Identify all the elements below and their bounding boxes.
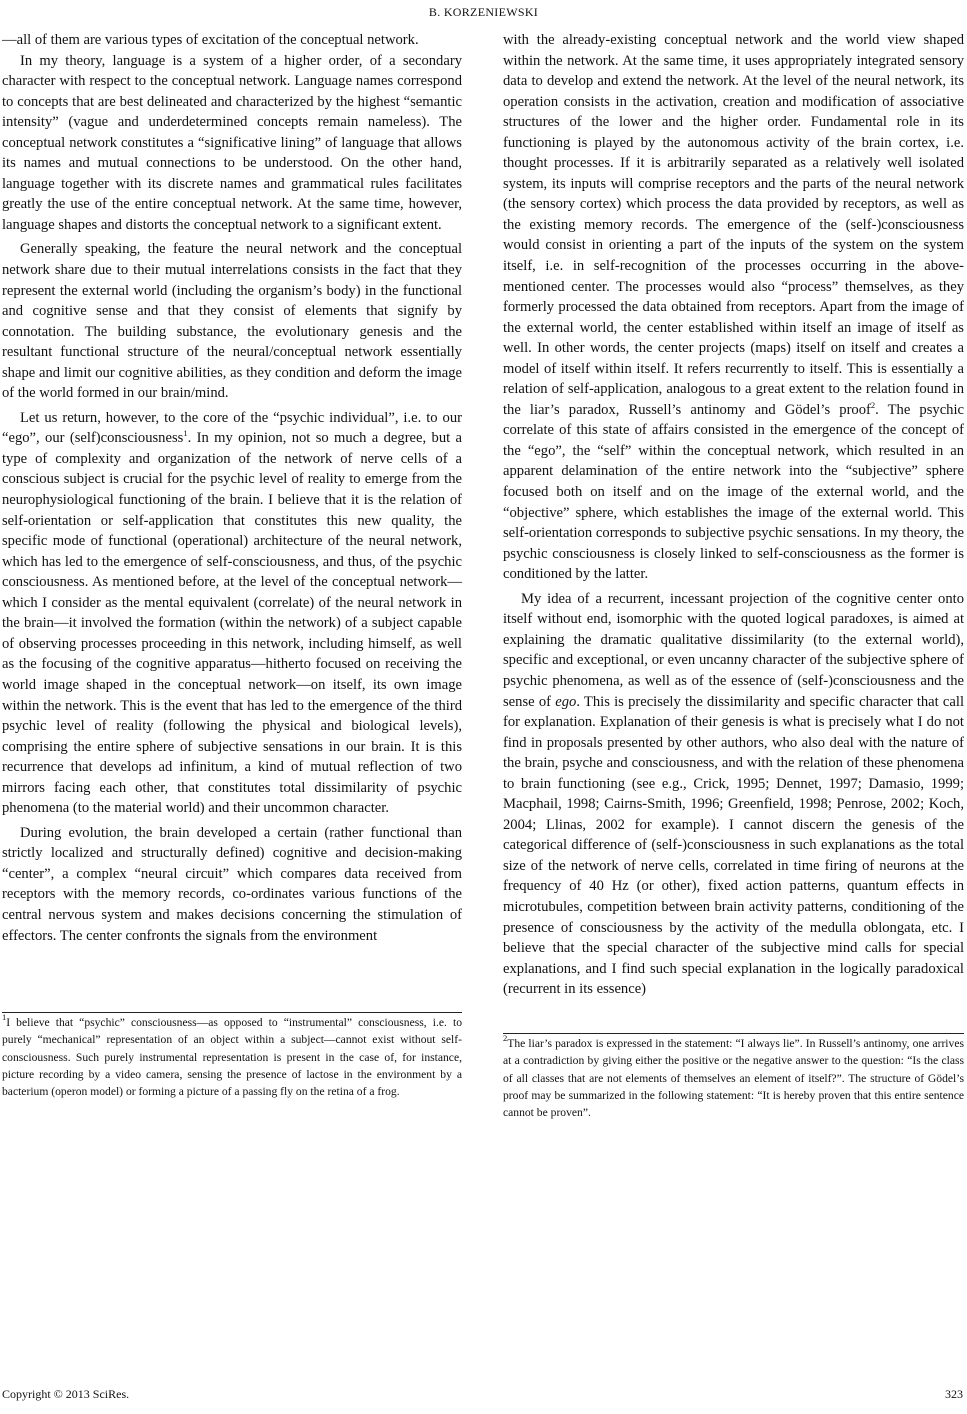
paragraph: —all of them are various types of excitation of the conceptual network. — [2, 32, 419, 48]
footnote-mark: 1 — [2, 1012, 7, 1022]
paragraph: In my theory, language is a system of a higher order, of a secondary character with respect to the conceptual network. Language names correspond to concepts that are best delineated and characterized by the highest “semantic intensity” (vague and underdetermined concepts remain nameless). The conceptual network constitutes a “significative lining” of language that allows its names and mutual connections to be understood. On the other hand, language together with its discrete names and grammatical rules facilitates greatly the use of the entire conceptual network. At the same time, however, language shapes and distorts the conceptual network to a significant extent. — [2, 52, 462, 233]
footnote-ref-2: 2 — [870, 399, 876, 410]
footnote-ref-1: 1 — [183, 428, 188, 439]
left-column — [2, 30, 462, 946]
emphasis-ego: ego — [555, 693, 577, 710]
paragraph-text: with the already-existing conceptual network and the world view shaped within the network. At the same time, it uses appropriately integrated sensory data to develop and extend the network. At the level of the neural network, its operation consists in the activation, creation and modification of associative structures of the lower and the higher order. Fundamental role in its functioning is played by the autonomous activity of the brain cortex, i.e. thought processes. If it is arbitrarily separated as a relatively well isolated system, its inputs will comprise receptors and the parts of the neural network (the sensory cortex) which process the data provided by receptors, as well as the existing memory records. The emergence of the (self-)consciousness would consist in orienting a part of the inputs of the system on the system itself, i.e. in self-recognition of the processes occurring in the above-mentioned center. The processes would also “process” themselves, as they formerly processed the data obtained from receptors. Apart from the image of the external world, the center established within itself an image of itself as well. In other words, the center projects (maps) itself on itself and creates a model of itself within itself. It refers recurrently to itself. This is essentially a relation of self-application, analogous to a great extent to the relation found in the liar’s paradox, Russell’s antinomy and Gödel’s proof — [503, 32, 964, 418]
right-column — [503, 30, 964, 1000]
paragraph: During evolution, the brain developed a certain (rather functional than strictly localized and structurally defined) cognitive and decision-making “center”, a complex “neural circuit” which compares data received from receptors with the memory records, co-ordinates various functions of the central nervous system and makes decisions concerning the stimulation of effectors. The center confronts the signals from the environment — [2, 824, 462, 944]
paragraph-text: . This is precisely the dissimilarity and specific character that call for explanation. Explanation of their genesis is what is precisely what I do not find in proposals presented by other authors, who also deal with the nature of the brain, psyche and consciousness, and with the relation of these phenomena to brain functioning (see e.g., Crick, 1995; Dennet, 1997; Damasio, 1999; Macphail, 1998; Cairns-Smith, 1996; Greenfield, 1998; Penrose, 2002; Koch, 2004; Llinas, 2002 for example). I cannot discern the genesis of the categorical difference of (self-)consciousness in such explanations as the total size of the network of nerve cells, correlated in time firing of neurons at the frequency of 40 Hz (or other), fixed action patterns, quantum effects in microtubules, competition between brain activity patterns, conditioning of the presence of consciousness by the activity of the medulla oblongata, etc. I believe that the special character of the subjective mind calls for special explanations, and I find such special explanation in the logically paradoxical (recurrent in its essence) — [503, 693, 964, 998]
paragraph-text: . The psychic correlate of this state of affairs consisted in the emergence of the concept of the “ego”, the “self” within the conceptual network, which resulted in an apparent delamination of the entire network into the “subjective” sphere focused both on itself and on the image of the external world, and the “objective” sphere, which establishes the image of the external world. This self-orientation corresponds to subjective psychic sensations. In my theory, the psychic consciousness is closely linked to self-consciousness as the former is conditioned by the latter. — [503, 401, 965, 583]
paragraph-text: . In my opinion, not so much a degree, but a type of complexity and organization of the network of nerve cells of a conscious subject is crucial for the psychic level of reality to emerge from the neurophysiological functioning of the brain. I believe that it is the relation of self-orientation or self-application that constitutes this new quality, the specific mode of functional (operational) architecture of the neural network, which has led to the emergence of self-consciousness, and thus, of the psychic consciousness. As mentioned before, at the level of the conceptual network—which I consider as the mental equivalent (correlate) of the neural network in the brain—it involved the formation (within the network) of a subject capable of observing processes proceeding in this network, including himself, as well as the focusing of the cognitive apparatus—hitherto focused on receiving the world image shaped in the conceptual network—on itself, its own image within the network. This is the event that has led to the emergence of the third psychic level of reality (following the physical and biological levels), comprising the entire sphere of subjective sensations in our brain. It is this recurrence that develops ad infinitum, a kind of mutual reflection of two mirrors facing each other, that constitutes total dissimilarity of psychic phenomena (to the material world) and their uncommon character. — [2, 430, 462, 817]
footnote-mark: 2 — [503, 1033, 508, 1043]
footnote-text: I believe that “psychic” consciousness—as opposed to “instrumental” consciousness, i.e. to purely “mechanical” representation of an object within a subject—cannot exist without self-consciousness. Such purely instrumental representation is present in the case of, for instance, picture recording by a video camera, sensing the presence of lactose in the environment by a bacterium (operon model) or forming a picture of a passing fly on the retina of a frog. — [2, 1016, 462, 1099]
paragraph-text: My idea of a recurrent, incessant projection of the cognitive center onto itself without end, isomorphic with the quoted logical paradoxes, is aimed at explaining the dramatic qualitative dissimilarity (to the external world), specific and exceptional, or even uncanny character of the subjective sphere of psychic phenomena, as well as of the essence of (self-)consciousness and the sense of — [503, 590, 964, 710]
paragraph-text: Let us return, however, to the core of the “psychic individual”, i.e. to our “ego”, our (self)consciousness — [2, 409, 462, 447]
running-head: B. KORZENIEWSKI — [428, 5, 539, 19]
paragraph — [503, 30, 964, 585]
paragraph: Generally speaking, the feature the neural network and the conceptual network share due to their mutual interrelations consists in the fact that they represent the external world (including the organism’s body) in the functional and cognitive sense and that they consist of elements that signify by connotation. The building substance, the evolutionary genesis and the resultant functional structure of the neural/conceptual network essentially shape and limit our cognitive abilities, as they condition and deform the image of the world formed in our brain/mind. — [2, 241, 462, 402]
footnote-1 — [2, 1012, 462, 1100]
paragraph — [2, 408, 462, 819]
footnote-text: The liar’s paradox is expressed in the statement: “I always lie”. In Russell’s antinomy, one arrives at a contradiction by giving either the positive or the negative answer to the question: “Is the class of all classes that are not elements of themselves an element of itself?”. The structure of Gödel’s proof may be summarized in the following statement: “It is hereby proven that this entire sentence cannot be proven”. — [503, 1037, 964, 1120]
footnote-2 — [503, 1033, 964, 1121]
page-number: 323 — [945, 1387, 963, 1401]
copyright-notice: Copyright © 2013 SciRes. — [2, 1387, 130, 1401]
paragraph — [503, 589, 964, 1000]
